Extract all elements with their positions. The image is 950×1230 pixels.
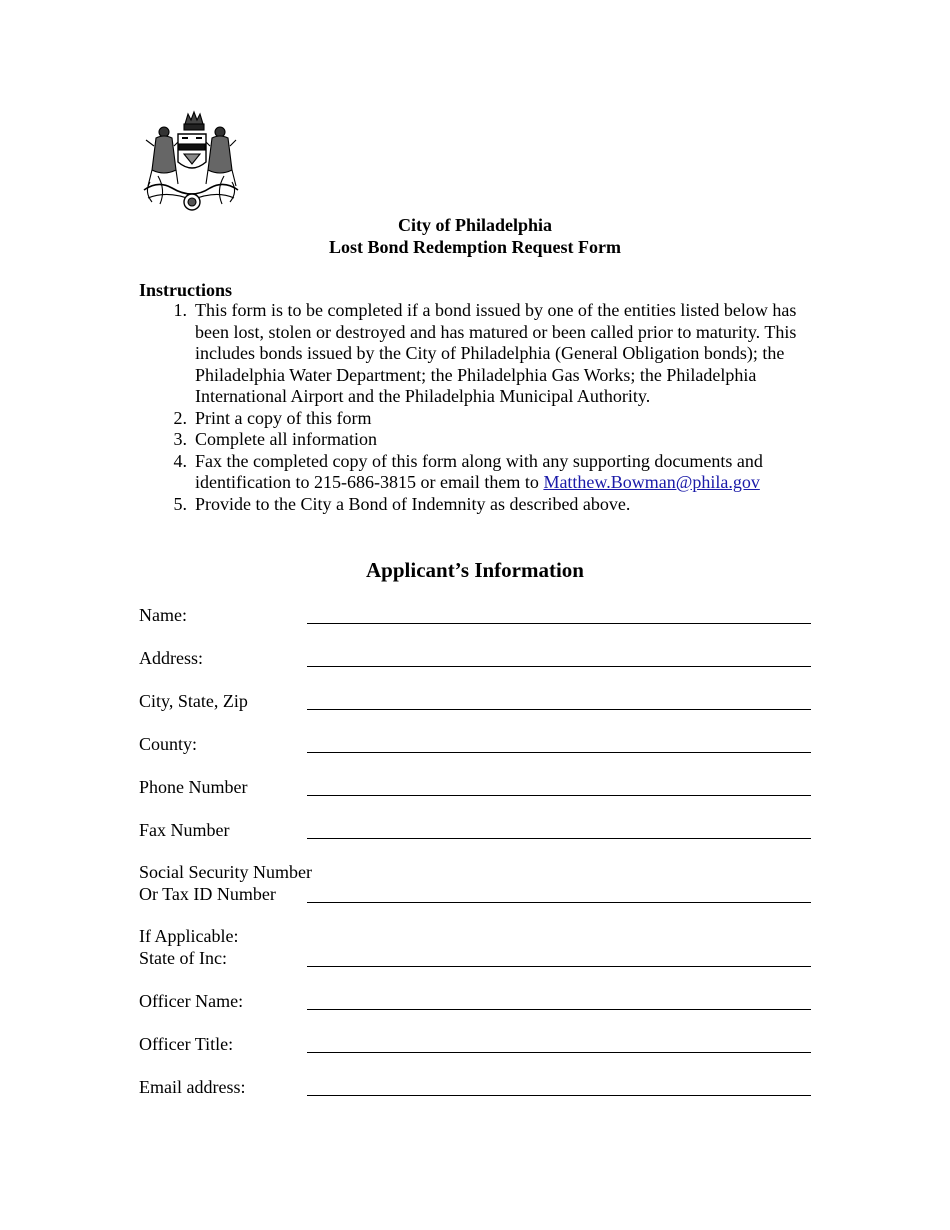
city-state-zip-label: City, State, Zip [139,690,248,711]
phone-number-label: Phone Number [139,776,248,797]
address-field [139,645,811,669]
instruction-number: 3. [173,429,187,449]
city-state-zip-input-line[interactable] [307,709,811,710]
county-label: County: [139,733,198,754]
instruction-number: 2. [173,407,187,428]
instruction-number: 4. [173,450,187,471]
email-address-field [139,1074,811,1098]
address-label: Address: [139,647,203,668]
city-state-zip-field [139,688,811,712]
fax-number-input-line[interactable] [307,838,811,839]
fax-number-field [139,817,811,841]
email-link[interactable]: Matthew.Bowman@phila.gov [543,472,760,492]
title-line-city: City of Philadelphia [397,215,553,235]
address-input-line[interactable] [307,666,811,667]
instruction-item [139,408,819,430]
instruction-text: Print a copy of this form [195,407,372,428]
email-address-label: Email address: [139,1076,246,1097]
instructions-heading: Instructions [139,280,233,300]
officer-title-input-line[interactable] [307,1052,811,1053]
county-input-line[interactable] [307,752,811,753]
name-label: Name: [139,604,187,625]
officer-name-input-line[interactable] [307,1009,811,1010]
instruction-text: This form is to be completed if a bond issued by one of the entities listed below has been lost, stolen or destroyed and has matured or been called prior to maturity. This includes bonds issued by the City of Philadelphia (General Obligation bonds); the Philadelphia Water Department; the Philadelphia Gas Works; the Philadelphia International Airport and the Philadelphia Municipal Authority. [195,300,797,406]
officer-title-label: Officer Title: [139,1033,234,1054]
instruction-item [139,451,819,494]
instruction-item [139,429,819,451]
instruction-number: 1. [173,300,187,320]
officer-name-label: Officer Name: [139,990,244,1011]
officer-name-field [139,988,811,1012]
county-field [139,731,811,755]
name-input-line[interactable] [307,623,811,624]
instruction-text-body: Fax the completed copy of this form along with any supporting documents and identification to 215-686-3815 or email them to [195,450,763,492]
ssn-tax-id-label [139,862,339,905]
instruction-number: 5. [173,493,187,514]
ssn-tax-id-field [139,860,811,905]
form-title [0,214,950,258]
state-of-inc-label-line2: State of Inc: [139,947,227,968]
state-of-inc-label-line1: If Applicable: [139,926,239,946]
state-of-inc-input-line[interactable] [307,966,811,967]
title-line-form: Lost Bond Redemption Request Form [328,237,621,257]
name-field [139,602,811,626]
officer-title-field [139,1031,811,1055]
state-of-inc-field [139,924,811,969]
instruction-item [139,494,819,516]
city-seal-icon [138,110,244,212]
phone-number-input-line[interactable] [307,795,811,796]
phone-number-field [139,774,811,798]
fax-number-label: Fax Number [139,819,230,840]
instruction-text: Complete all information [195,429,377,449]
ssn-label-line1: Social Security Number [139,862,312,882]
ssn-tax-id-input-line[interactable] [307,902,811,903]
applicant-info-heading: Applicant’s Information [366,558,584,582]
instructions-list [139,300,819,515]
instruction-text [195,451,819,494]
ssn-label-line2: Or Tax ID Number [139,883,276,904]
instruction-item [139,300,819,408]
instruction-text: Provide to the City a Bond of Indemnity as described above. [195,493,631,514]
state-of-inc-label [139,926,309,969]
email-address-input-line[interactable] [307,1095,811,1096]
